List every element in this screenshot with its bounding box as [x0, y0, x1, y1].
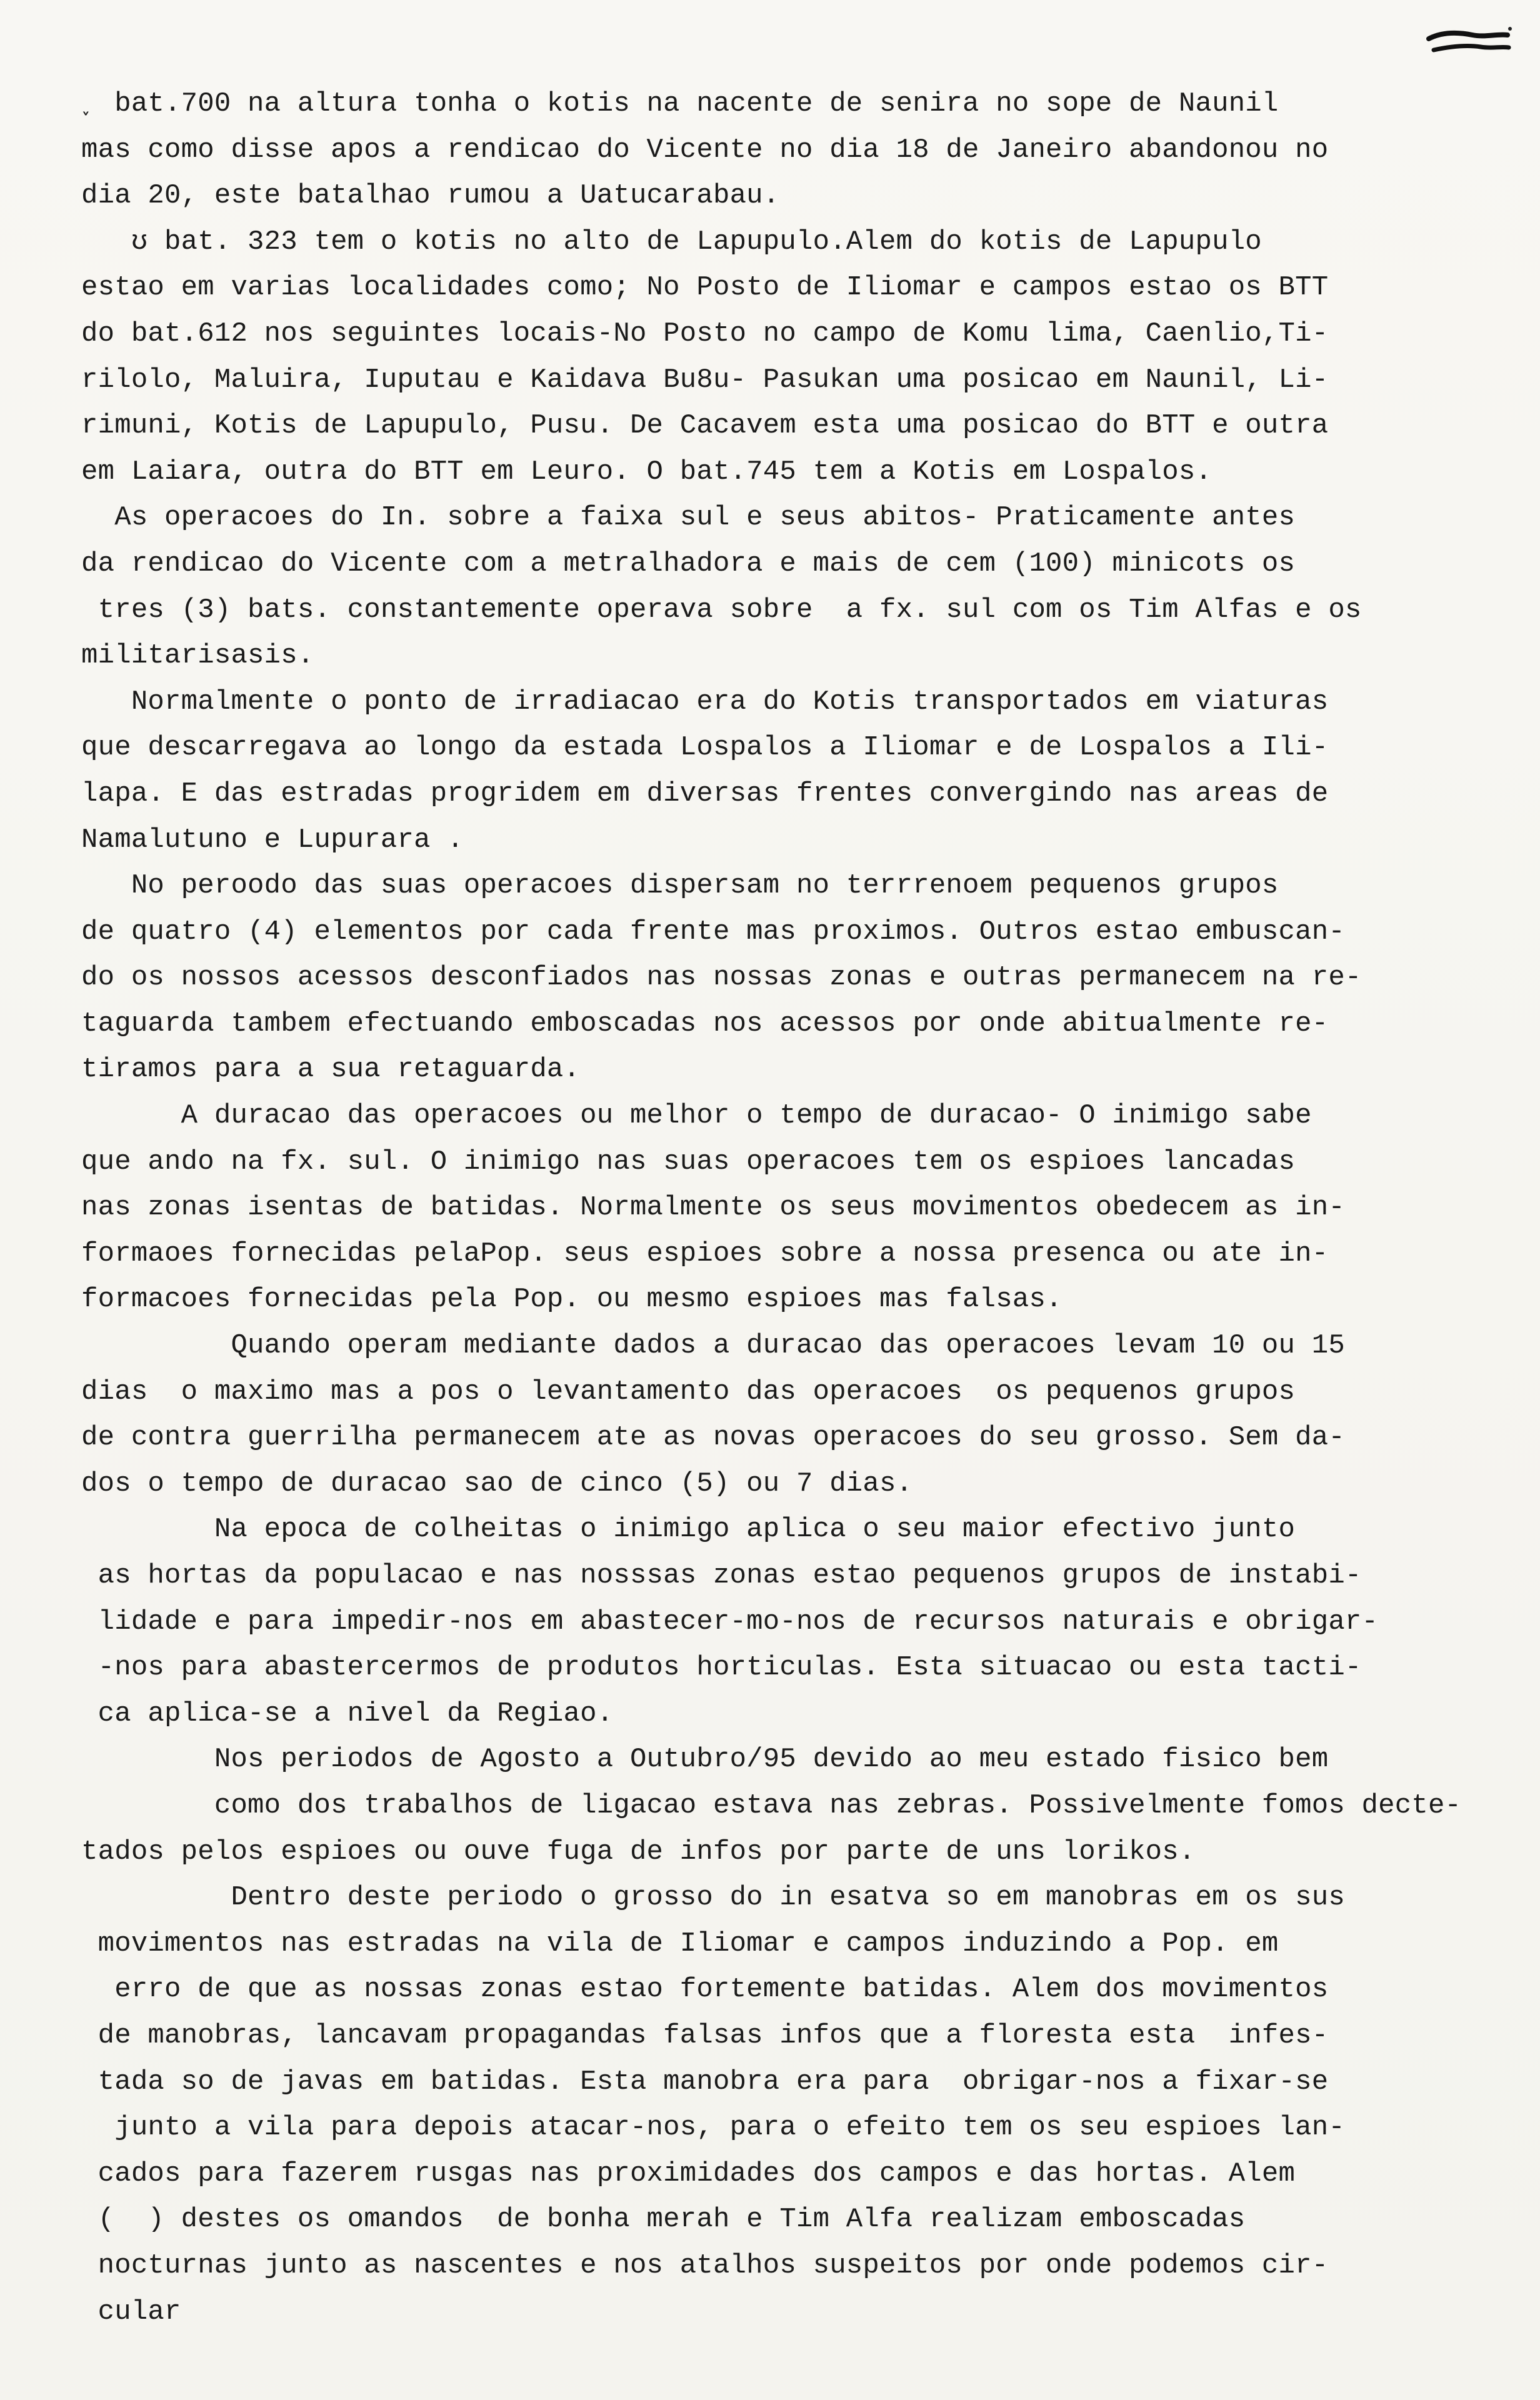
text-line-11: da rendicao do Vicente com a metralhadora e mais de cem (100) minicots os: [81, 548, 1296, 579]
text-line-38: como dos trabalhos de ligacao estava nas zebras. Possivelmente fomos decte-: [81, 1789, 1462, 1821]
text-line-15: que descarregava ao longo da estada Lospalos a Iliomar e de Lospalos a Ili-: [81, 732, 1329, 764]
text-line-27: formacoes fornecidas pela Pop. ou mesmo espioes mas falsas.: [81, 1284, 1062, 1316]
text-line-10: As operacoes do In. sobre a faixa sul e seus abitos- Praticamente antes: [81, 502, 1296, 534]
text-line-6: do bat.612 nos seguintes locais-No Posto no campo de Komu lima, Caenlio,Ti-: [81, 318, 1329, 349]
text-line-7: rilolo, Maluira, Iuputau e Kaidava Bu8u- Pasukan uma posicao em Naunil, Li-: [81, 364, 1329, 396]
text-line-21: taguarda tambem efectuando emboscadas nos acessos por onde abitualmente re-: [81, 1008, 1329, 1039]
text-line-22: tiramos para a sua retaguarda.: [81, 1054, 581, 1086]
text-line-17: Namalutuno e Lupurara .: [81, 824, 464, 856]
text-line-14: Normalmente o ponto de irradiacao era do Kotis transportados em viaturas: [81, 686, 1329, 718]
text-line-36: ca aplica-se a nivel da Regiao.: [81, 1698, 614, 1729]
text-line-1: ˯ bat.700 na altura tonha o kotis na nacente de senira no sope de Naunil: [81, 88, 1279, 119]
text-line-42: erro de que as nossas zonas estao fortemente batidas. Alem dos movimentos: [81, 1974, 1329, 2006]
text-line-31: dos o tempo de duracao sao de cinco (5) ou 7 dias.: [81, 1468, 913, 1499]
text-line-39: tados pelos espioes ou ouve fuga de infos por parte de uns lorikos.: [81, 1836, 1196, 1868]
document-body: [81, 81, 1494, 2335]
text-line-25: nas zonas isentas de batidas. Normalmente os seus movimentos obedecem as in-: [81, 1192, 1345, 1224]
text-line-13: militarisasis.: [81, 640, 314, 672]
ink-scribble-mark: [1421, 24, 1515, 61]
text-line-37: Nos periodos de Agosto a Outubro/95 devido ao meu estado fisico bem: [81, 1744, 1329, 1776]
text-line-44: tada so de javas em batidas. Esta manobra era para obrigar-nos a fixar-se: [81, 2066, 1329, 2098]
text-line-47: ( ) destes os omandos de bonha merah e Tim Alfa realizam emboscadas: [81, 2204, 1246, 2236]
text-line-34: lidade e para impedir-nos em abastecer-mo-nos de recursos naturais e obrigar-: [81, 1606, 1379, 1638]
text-line-16: lapa. E das estradas progridem em diversas frentes convergindo nas areas de: [81, 778, 1329, 809]
text-line-30: de contra guerrilha permanecem ate as novas operacoes do seu grosso. Sem da-: [81, 1422, 1345, 1454]
text-line-29: dias o maximo mas a pos o levantamento das operacoes os pequenos grupos: [81, 1376, 1296, 1408]
text-line-40: Dentro deste periodo o grosso do in esatva so em manobras em os sus: [81, 1882, 1345, 1914]
text-line-12: tres (3) bats. constantemente operava sobre a fx. sul com os Tim Alfas e os: [81, 594, 1362, 626]
text-line-32: Na epoca de colheitas o inimigo aplica o seu maior efectivo junto: [81, 1514, 1296, 1546]
text-line-9: em Laiara, outra do BTT em Leuro. O bat.745 tem a Kotis em Lospalos.: [81, 456, 1212, 488]
text-line-18: No peroodo das suas operacoes dispersam no terrrenoem pequenos grupos: [81, 870, 1279, 902]
text-line-5: estao em varias localidades como; No Posto de Iliomar e campos estao os BTT: [81, 272, 1329, 304]
text-line-46: cados para fazerem rusgas nas proximidades dos campos e das hortas. Alem: [81, 2158, 1296, 2189]
text-line-19: de quatro (4) elementos por cada frente mas proximos. Outros estao embuscan-: [81, 916, 1345, 948]
text-line-35: -nos para abastercermos de produtos horticulas. Esta situacao ou esta tacti-: [81, 1652, 1362, 1684]
text-line-49: cular: [81, 2296, 181, 2328]
text-line-8: rimuni, Kotis de Lapupulo, Pusu. De Cacavem esta uma posicao do BTT e outra: [81, 410, 1329, 442]
text-line-24: que ando na fx. sul. O inimigo nas suas operacoes tem os espioes lancadas: [81, 1146, 1296, 1178]
text-line-33: as hortas da populacao e nas nosssas zonas estao pequenos grupos de instabi-: [81, 1560, 1362, 1591]
text-line-3: dia 20, este batalhao rumou a Uatucarabau.: [81, 180, 780, 212]
text-line-23: A duracao das operacoes ou melhor o tempo de duracao- O inimigo sabe: [81, 1100, 1312, 1132]
text-line-41: movimentos nas estradas na vila de Iliomar e campos induzindo a Pop. em: [81, 1928, 1279, 1959]
text-line-48: nocturnas junto as nascentes e nos atalhos suspeitos por onde podemos cir-: [81, 2249, 1329, 2281]
text-line-20: do os nossos acessos desconfiados nas nossas zonas e outras permanecem na re-: [81, 962, 1362, 994]
text-line-45: junto a vila para depois atacar-nos, para o efeito tem os seu espioes lan-: [81, 2112, 1345, 2144]
text-line-26: formaoes fornecidas pelaPop. seus espioes sobre a nossa presenca ou ate in-: [81, 1238, 1329, 1269]
text-line-28: Quando operam mediante dados a duracao das operacoes levam 10 ou 15: [81, 1330, 1345, 1362]
text-line-4: ʊ bat. 323 tem o kotis no alto de Lapupulo.Alem do kotis de Lapupulo: [81, 226, 1262, 258]
text-line-2: mas como disse apos a rendicao do Vicente no dia 18 de Janeiro abandonou no: [81, 134, 1329, 166]
text-line-43: de manobras, lancavam propagandas falsas infos que a floresta esta infes-: [81, 2019, 1329, 2051]
